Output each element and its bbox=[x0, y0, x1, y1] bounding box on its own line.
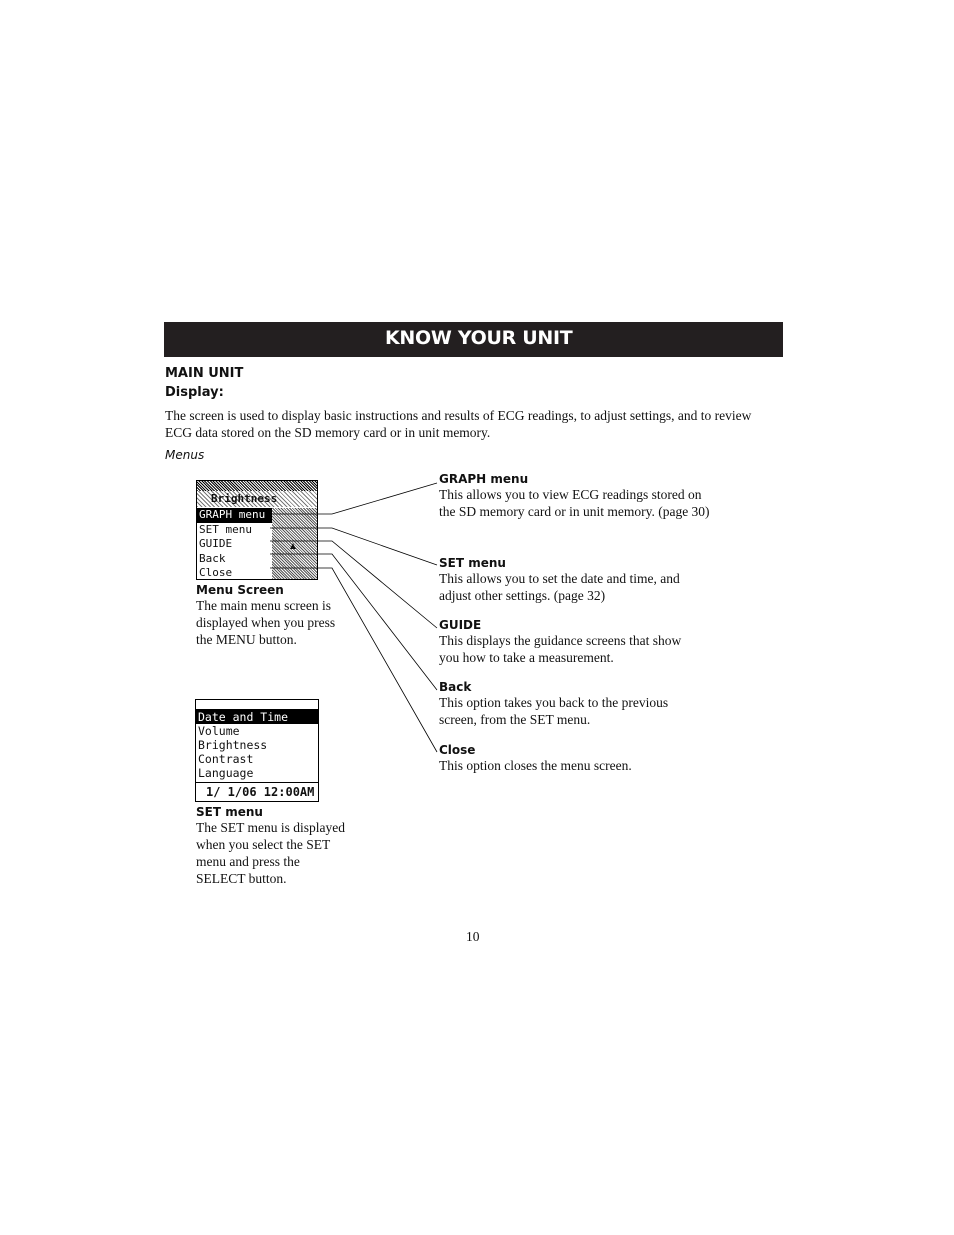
page-title: KNOW YOUR UNIT bbox=[385, 327, 573, 349]
subsection-heading: Display: bbox=[165, 385, 224, 400]
desc-title: SET menu bbox=[439, 556, 506, 570]
lcd-datetime: 1/ 1/06 12:00AM bbox=[196, 782, 319, 801]
section-heading: MAIN UNIT bbox=[165, 366, 244, 381]
desc-line: This allows you to set the date and time, and bbox=[439, 571, 680, 586]
lcd-item-language: Language bbox=[198, 766, 254, 780]
desc-line: you how to take a measurement. bbox=[439, 650, 614, 665]
desc-line: adjust other settings. (page 32) bbox=[439, 588, 606, 603]
desc-line: This displays the guidance screens that show bbox=[439, 633, 682, 648]
caption-line: when you select the SET bbox=[196, 837, 331, 852]
desc-line: This option closes the menu screen. bbox=[439, 758, 632, 773]
desc-line: This allows you to view ECG readings stored on bbox=[439, 487, 702, 502]
caption-line: displayed when you press bbox=[196, 615, 336, 630]
leader-graph bbox=[270, 483, 437, 514]
caption-line: the MENU button. bbox=[196, 632, 297, 647]
lcd-item-graph: GRAPH menu bbox=[197, 508, 272, 523]
lcd-item-guide: GUIDE bbox=[199, 537, 233, 550]
desc-line: This option takes you back to the previous bbox=[439, 695, 669, 710]
lcd-item-contrast: Contrast bbox=[198, 752, 254, 766]
page-number: 10 bbox=[466, 929, 480, 944]
caption-line: SELECT button. bbox=[196, 871, 287, 886]
caption-line: menu and press the bbox=[196, 854, 300, 869]
desc-line: the SD memory card or in unit memory. (page 30) bbox=[439, 504, 710, 519]
lcd-item-date-time: Date and Time bbox=[196, 710, 318, 724]
menus-label: Menus bbox=[165, 448, 205, 462]
caption-line: The SET menu is displayed bbox=[196, 820, 345, 835]
caption-line: The main menu screen is bbox=[196, 598, 331, 613]
lcd-item-set: SET menu bbox=[199, 522, 252, 536]
set-menu-caption-title: SET menu bbox=[196, 805, 263, 819]
desc-title: GRAPH menu bbox=[439, 472, 529, 486]
lcd-title: Brightness bbox=[211, 492, 278, 505]
desc-title: Back bbox=[439, 680, 472, 694]
desc-title: Close bbox=[439, 743, 476, 757]
leader-back bbox=[270, 554, 437, 690]
lcd-item-brightness: Brightness bbox=[198, 738, 268, 752]
lcd-item-volume: Volume bbox=[198, 724, 240, 738]
leader-close bbox=[270, 568, 437, 752]
desc-line: screen, from the SET menu. bbox=[439, 712, 591, 727]
lcd-item-back: Back bbox=[199, 551, 226, 565]
lcd-item-close: Close bbox=[199, 566, 233, 579]
desc-title: GUIDE bbox=[439, 618, 482, 632]
leader-set bbox=[270, 528, 437, 565]
menu-screen-caption-title: Menu Screen bbox=[196, 583, 284, 597]
up-arrow-icon: ▲ bbox=[288, 541, 298, 552]
intro-paragraph: The screen is used to display basic instructions and results of ECG readings, to adjust settings, and to review ECG data stored on the SD memory card or in unit memory. bbox=[165, 408, 752, 440]
